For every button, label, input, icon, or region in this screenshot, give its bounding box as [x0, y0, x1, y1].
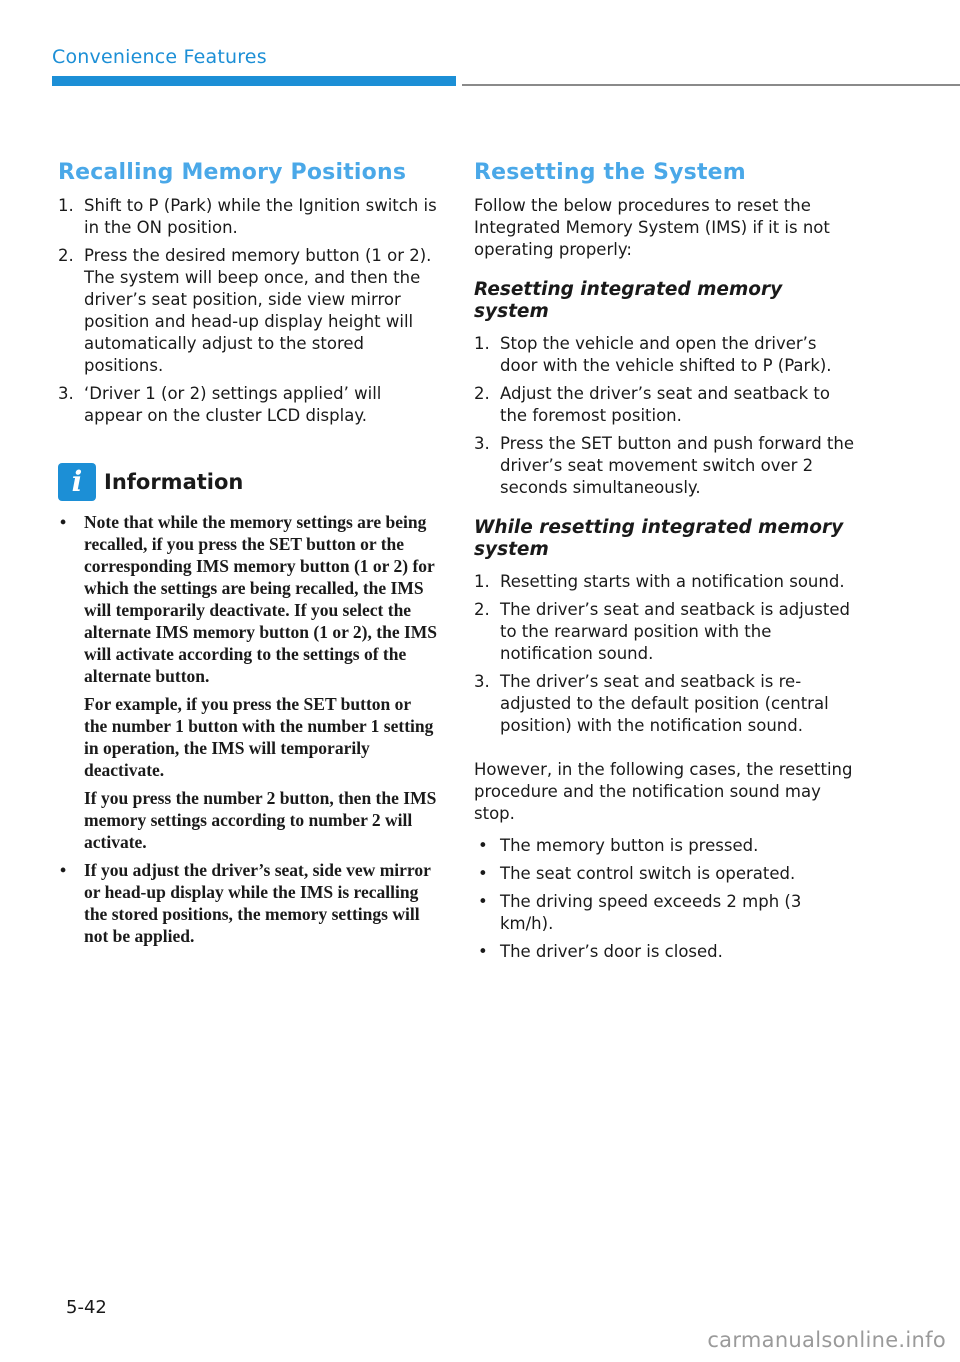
list-item [474, 433, 854, 499]
header-rule [462, 84, 960, 86]
bullet-dot: • [478, 942, 488, 961]
step-number: 1. [474, 572, 490, 591]
bullet-text: The memory button is pressed. [500, 836, 759, 855]
step-number: 1. [474, 334, 490, 353]
info-paragraph: Note that while the memory settings are being recalled, if you press the SET button or the corresponding IMS memory button (1 or 2) for which the settings are being recalled, the IMS will temporarily deactivate. If you select the alternate IMS memory button (1 or 2), the IMS will activate according to the settings of the alternate button. [84, 512, 438, 686]
watermark: carmanualsonline.info [707, 1328, 946, 1352]
list-item [58, 859, 438, 947]
step-text: Shift to P (Park) while the Ignition switch is in the ON position. [84, 196, 437, 237]
bullet-dot: • [60, 860, 67, 880]
info-icon: i [58, 463, 96, 501]
list-item [58, 511, 438, 853]
bullet-text: The driving speed exceeds 2 mph (3 km/h). [500, 892, 802, 933]
list-item [58, 383, 438, 427]
info-title: Information [104, 470, 244, 494]
sub-title-resetting: Resetting integrated memory system [474, 279, 783, 322]
step-number: 2. [474, 600, 490, 619]
bullet-text: The driver’s door is closed. [500, 942, 723, 961]
section-header: Convenience Features [52, 46, 267, 68]
recalling-title: Recalling Memory Positions [58, 160, 407, 185]
list-item [474, 941, 854, 963]
step-number: 3. [474, 434, 490, 453]
list-item [474, 383, 854, 427]
info-header [58, 463, 438, 501]
list-item [474, 571, 854, 593]
list-item [474, 599, 854, 665]
step-text: Press the SET button and push forward the driver’s seat movement switch over 2 seconds simultaneously. [500, 434, 854, 497]
list-item [58, 245, 438, 377]
stop-cases-list [474, 835, 854, 963]
list-item [474, 891, 854, 935]
step-text: Press the desired memory button (1 or 2). The system will beep once, and then the driver’s seat position, side view mirror position and head-up display height will automatically adjust to the stored positions. [84, 246, 432, 375]
bullet-text: The seat control switch is operated. [500, 864, 796, 883]
step-number: 1. [58, 196, 74, 215]
page-number: 5-42 [66, 1297, 107, 1318]
right-column [474, 160, 854, 969]
resetting-title: Resetting the System [474, 160, 746, 185]
however-text: However, in the following cases, the resetting procedure and the notification sound may stop. [474, 760, 853, 823]
step-text: Resetting starts with a notification sound. [500, 572, 845, 591]
step-text: Stop the vehicle and open the driver’s door with the vehicle shifted to P (Park). [500, 334, 832, 375]
list-item [58, 195, 438, 239]
bullet-dot: • [60, 512, 67, 532]
info-paragraph: If you press the number 2 button, then the IMS memory settings according to number 2 will activate. [84, 788, 437, 852]
step-number: 3. [474, 672, 490, 691]
bullet-dot: • [478, 892, 488, 911]
recalling-steps [58, 195, 438, 427]
step-number: 2. [474, 384, 490, 403]
step-number: 3. [58, 384, 74, 403]
resetting-steps [474, 333, 854, 499]
sub-title-while-resetting: While resetting integrated memory system [474, 517, 844, 560]
list-item [474, 333, 854, 377]
list-item [474, 863, 854, 885]
bullet-dot: • [478, 864, 488, 883]
step-number: 2. [58, 246, 74, 265]
list-item [474, 835, 854, 857]
info-paragraph: For example, if you press the SET button or the number 1 button with the number 1 setting in operation, the IMS will temporarily deactivate. [84, 694, 434, 780]
while-resetting-steps [474, 571, 854, 737]
list-item [474, 671, 854, 737]
step-text: Adjust the driver’s seat and seatback to the foremost position. [500, 384, 830, 425]
step-text: ‘Driver 1 (or 2) settings applied’ will appear on the cluster LCD display. [84, 384, 382, 425]
left-column [58, 160, 438, 953]
header-accent-bar [52, 76, 456, 86]
info-paragraph: If you adjust the driver’s seat, side vew mirror or head-up display while the IMS is recalling the stored positions, the memory settings will not be applied. [84, 860, 431, 946]
step-text: The driver’s seat and seatback is adjusted to the rearward position with the notification sound. [500, 600, 850, 663]
resetting-intro: Follow the below procedures to reset the Integrated Memory System (IMS) if it is not operating properly: [474, 196, 830, 259]
step-text: The driver’s seat and seatback is re-adjusted to the default position (central position) with the notification sound. [500, 672, 829, 735]
info-list [58, 511, 438, 947]
bullet-dot: • [478, 836, 488, 855]
